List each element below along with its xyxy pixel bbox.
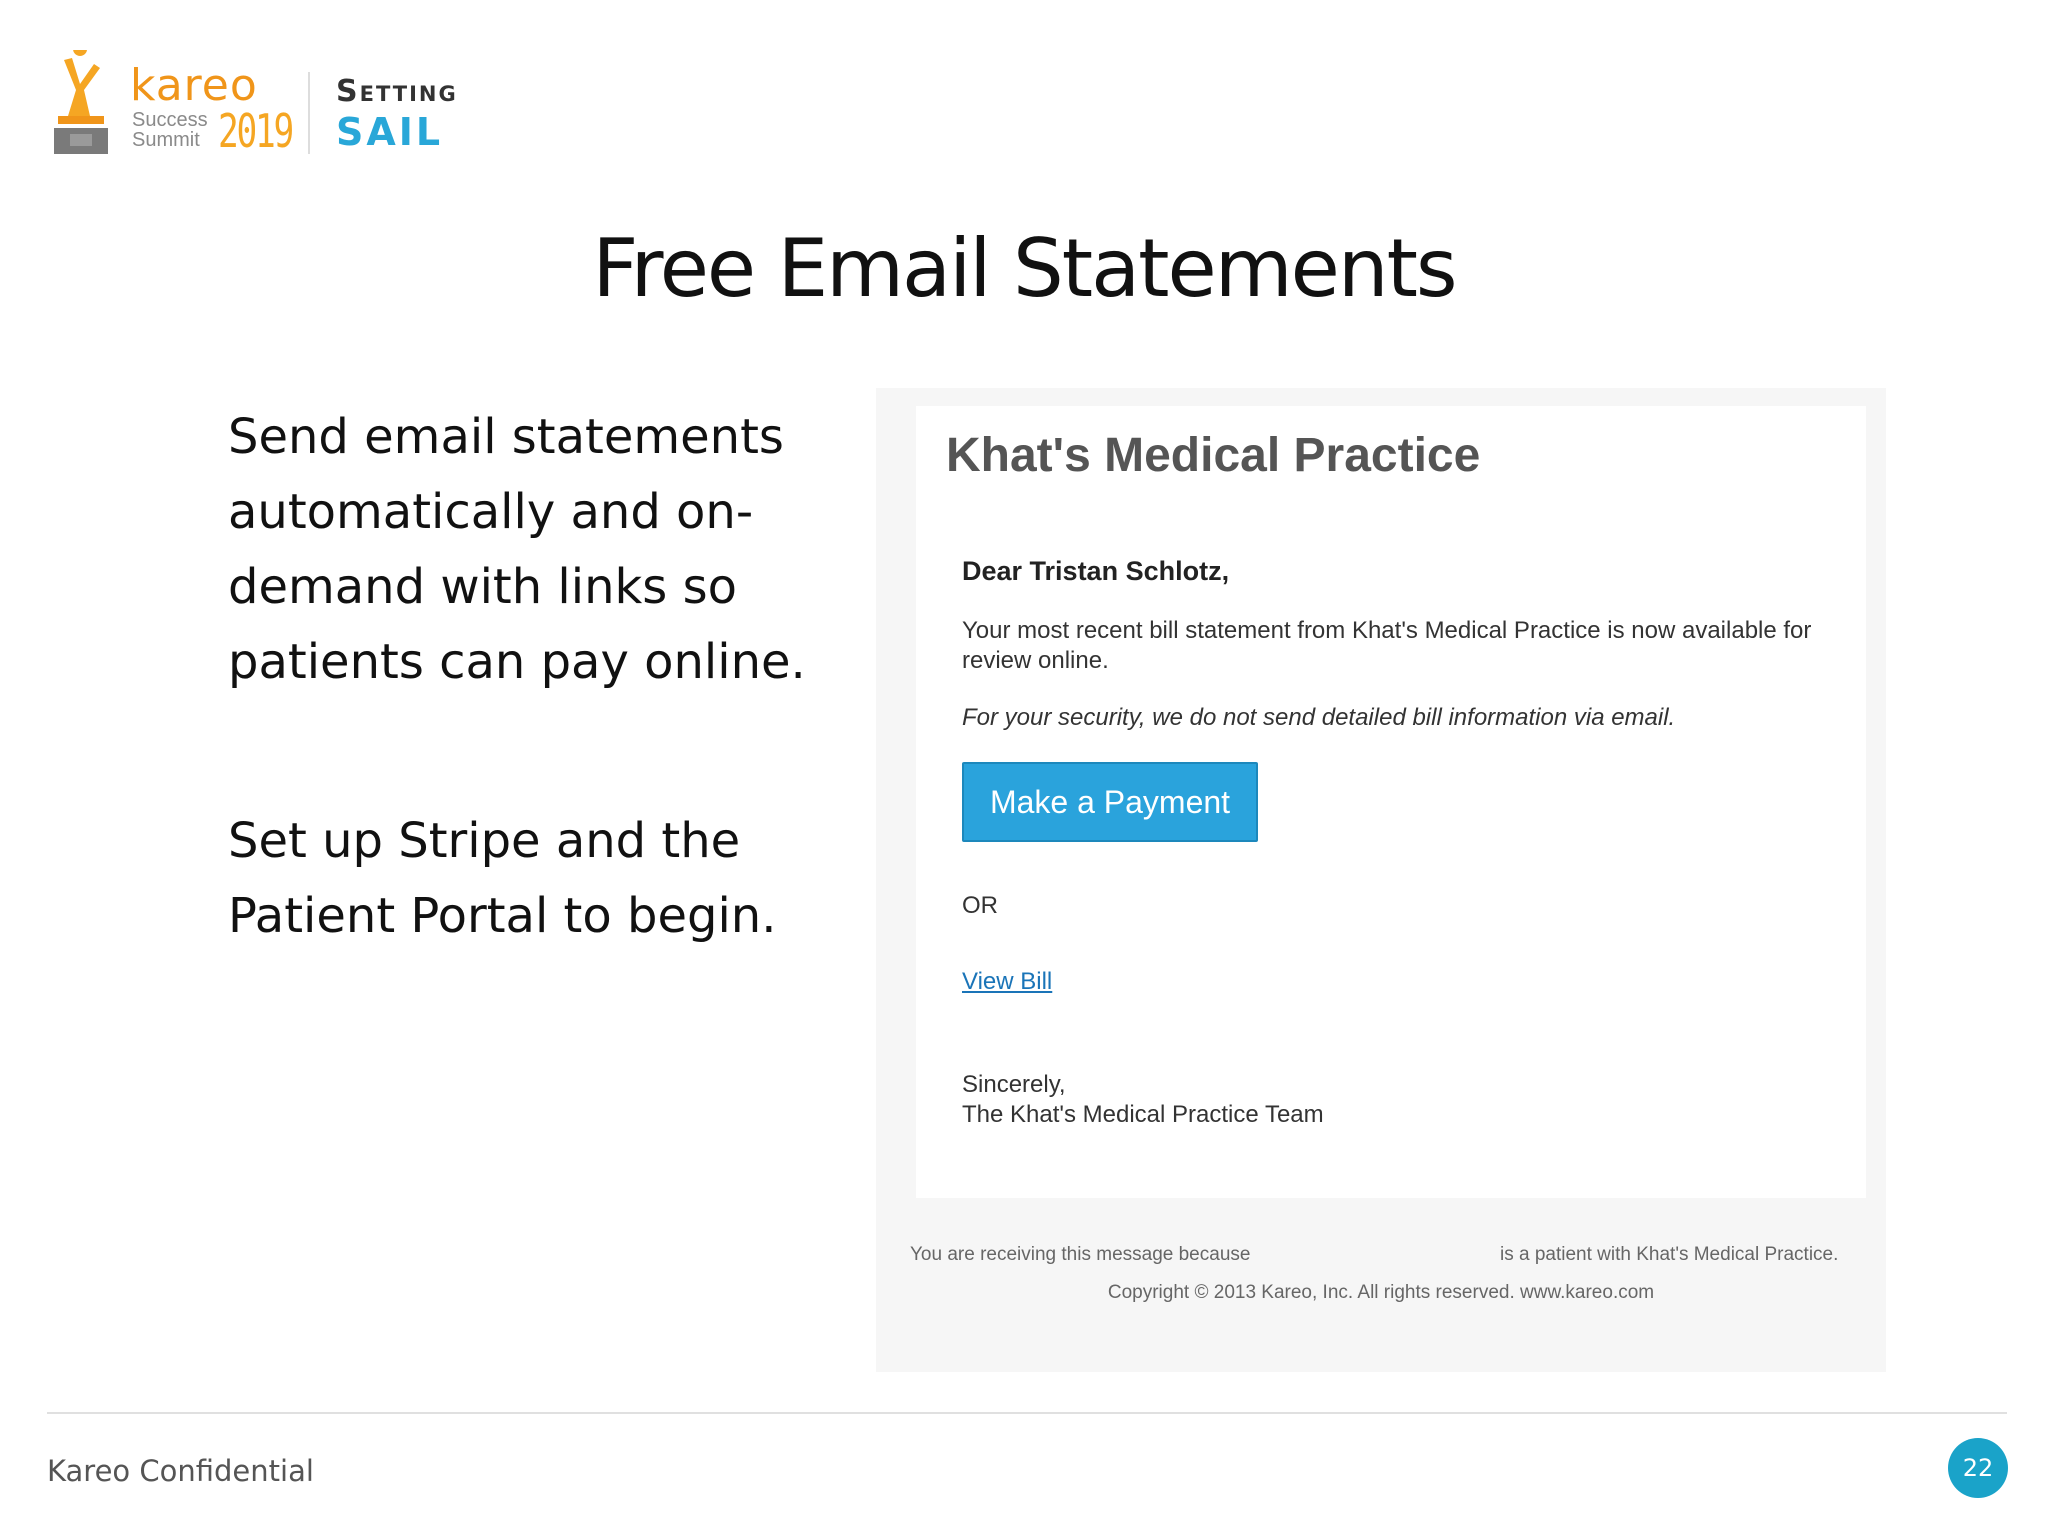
kareo-figure-logo-icon [50,50,112,158]
bullet-text-1: Send email statements automatically and on-demand with links so patients can pay online. [228,409,806,690]
kareo-wordmark: kareo [130,60,258,111]
email-footer-patient: is a patient with Khat's Medical Practice. [1500,1244,1839,1265]
security-note: For your security, we do not send detailed bill information via email. [962,704,1676,731]
email-greeting: Dear Tristan Schlotz, [962,556,1230,586]
summit-label: Success Summit [132,109,208,151]
slide-title: Free Email Statements [592,222,1456,315]
logo-divider [308,72,310,154]
sail-label: SAIL [336,110,444,154]
confidential-label: Kareo Confidential [47,1454,314,1488]
email-copyright: Copyright © 2013 Kareo, Inc. All rights reserved. www.kareo.com [1107,1282,1655,1303]
view-bill-link[interactable]: View Bill [962,968,1053,995]
bullet-text-2: Set up Stripe and the Patient Portal to begin. [228,813,777,944]
summit-year: 2019 [218,104,293,158]
email-footer-reason: You are receiving this message because [910,1244,1251,1265]
email-body: Your most recent bill statement from Khat's Medical Practice is now available for review online. [962,617,1812,674]
page-number-badge: 22 [1948,1438,2008,1498]
footer-divider [47,1412,2007,1414]
practice-name: Khat's Medical Practice [946,429,1481,482]
setting-label: Setting [336,74,458,109]
or-label: OR [962,892,998,919]
make-payment-button[interactable]: Make a Payment [962,762,1258,842]
email-signoff: Sincerely, The Khat's Medical Practice Team [962,1071,1324,1128]
